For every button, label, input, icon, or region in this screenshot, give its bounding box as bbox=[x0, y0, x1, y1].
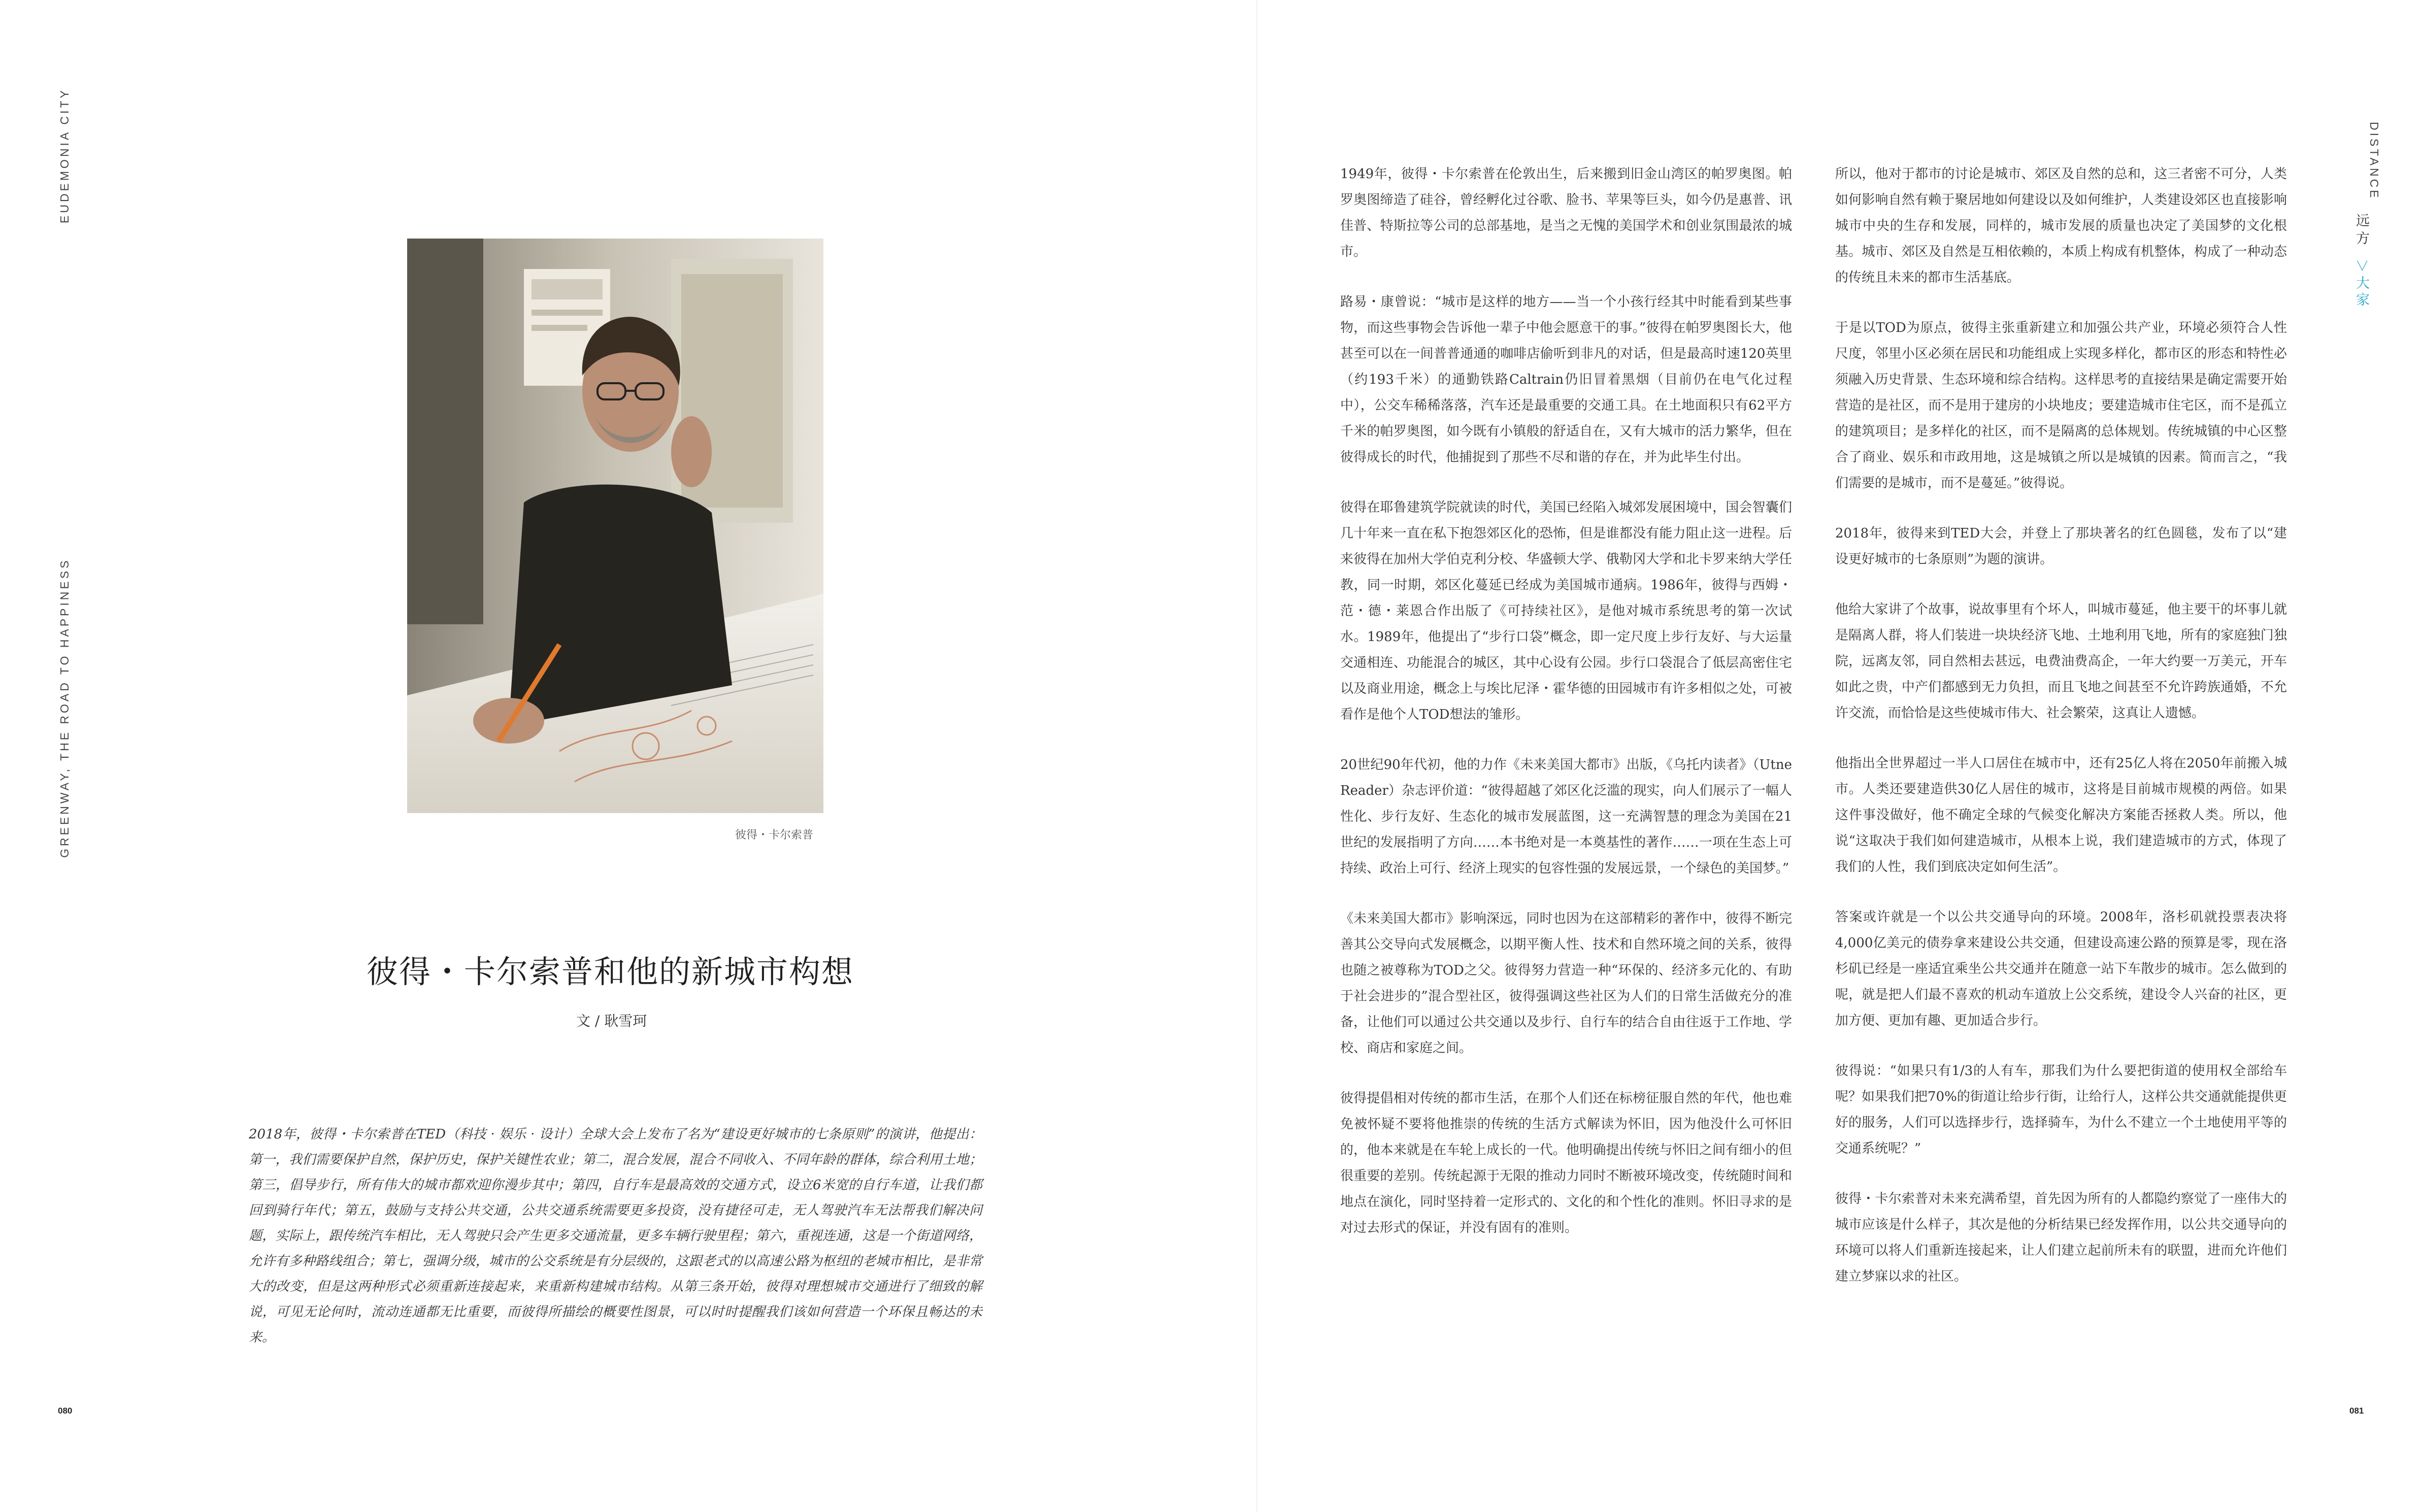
side-label-distance: DISTANCE bbox=[2368, 122, 2381, 200]
portrait-photo bbox=[407, 239, 823, 813]
column-1-paragraph: 彼得提倡相对传统的都市生活，在那个人们还在标榜征服自然的年代，他也难免被怀疑不要将他推崇的传统的生活方式解读为怀旧，因为他没什么可怀旧的，他本来就是在车轮上成长的一代。他明确提出传统与怀旧之间有细小的但很重要的差别。传统起源于无限的推动力同时不断被环境改变，传统随时间和地点在演化，同时坚持着一定形式的、文化的和个性化的准则。怀旧寻求的是对过去形式的保证，并没有固有的准则。 bbox=[1340, 1091, 1792, 1235]
column-1-paragraph: 20世纪90年代初，他的力作《未来美国大都市》出版，《乌托内读者》（Utne Reader）杂志评价道：“彼得超越了郊区化泛滥的现实，向人们展示了一幅人性化、步行友好、生态化的城市发展蓝图，这一充满智慧的理念为美国在21世纪的发展指明了方向……本书绝对是一本奠基性的著作……一项在生态上可持续、政治上可行、经济上现实的包容性强的发展远景，一个绿色的美国梦。” bbox=[1340, 757, 1792, 876]
column-2-paragraph: 2018年，彼得来到TED大会，并登上了那块著名的红色圆毯，发布了以“建设更好城市的七条原则”为题的演讲。 bbox=[1835, 526, 2287, 567]
page-number-left: 080 bbox=[58, 1406, 73, 1416]
column-2-paragraph: 他给大家讲了个故事，说故事里有个坏人，叫城市蔓延，他主要干的坏事儿就是隔离人群，将人们装进一块块经济飞地、土地利用飞地，所有的家庭独门独院，远离友邻，同自然相去甚远，电费油费高企，一年大约要一万美元，开车如此之贵，中产们都感到无力负担，而且飞地之间甚至不允许跨族通婚，不允许交流，而恰恰是这些使城市伟大、社会繁荣，这真让人遗憾。 bbox=[1835, 602, 2287, 721]
column-1-paragraph: 《未来美国大都市》影响深远，同时也因为在这部精彩的著作中，彼得不断完善其公交导向式发展概念，以期平衡人性、技术和自然环境之间的关系，彼得也随之被尊称为TOD之父。彼得努力营造一种“环保的、经济多元化的、有助于社会进步的”混合型社区，彼得强调这些社区为人们的日常生活做充分的准备，让他们可以通过公共交通以及步行、自行车的结合自由往返于工作地、学校、商店和家庭之间。 bbox=[1340, 911, 1792, 1056]
column-2-paragraph: 他指出全世界超过一半人口居住在城市中，还有25亿人将在2050年前搬入城市。人类还要建造供30亿人居住的城市，这将是目前城市规模的两倍。如果这件事没做好，他不确定全球的气候变化解决方案能否拯救人类。所以，他说“这取决于我们如何建造城市，从根本上说，我们建造城市的方式，体现了我们的人性，我们到底决定如何生活”。 bbox=[1835, 756, 2287, 875]
column-1-paragraph: 1949年，彼得・卡尔索普在伦敦出生，后来搬到旧金山湾区的帕罗奥图。帕罗奥图缔造了硅谷，曾经孵化过谷歌、脸书、苹果等巨头，如今仍是惠普、讯佳普、特斯拉等公司的总部基地，是当之无愧的美国学术和创业氛围最浓的城市。 bbox=[1340, 166, 1792, 259]
section-label-cn: 远方 bbox=[2353, 213, 2369, 249]
column-2-paragraph: 于是以TOD为原点，彼得主张重新建立和加强公共产业，环境必须符合人性尺度，邻里小区必须在居民和功能组成上实现多样化，都市区的形态和特性必须融入历史背景、生态环境和综合结构。这样思考的直接结果是确定需要开始营造的是社区，而不是用于建房的小块地皮；要建造城市住宅区，而不是孤立的建筑项目；是多样化的社区，而不是隔离的总体规划。传统城镇的中心区整合了商业、娱乐和市政用地，这是城镇之所以是城镇的因素。简而言之，“我们需要的是城市，而不是蔓延。”彼得说。 bbox=[1835, 320, 2287, 491]
spine-shadow bbox=[1256, 0, 1257, 1512]
article-column-2 bbox=[1835, 161, 2287, 1314]
column-1-paragraph: 路易・康曾说：“城市是这样的地方——当一个小孩行经其中时能看到某些事物，而这些事物会告诉他一辈子中他会愿意干的事。”彼得在帕罗奥图长大，他甚至可以在一间普普通通的咖啡店偷听到非凡的对话，但是最高时速120英里（约193千米）的通勤铁路Caltrain仍旧冒着黑烟（目前仍在电气化过程中），公交车稀稀落落，汽车还是最重要的交通工具。在土地面积只有62平方千米的帕罗奥图，如今既有小镇般的舒适自在，又有大城市的活力繁华，但在彼得成长的时代，他捕捉到了那些不尽和谐的存在，并为此毕生付出。 bbox=[1340, 294, 1792, 465]
intro-paragraph: 2018年，彼得・卡尔索普在TED（科技 · 娱乐 · 设计）全球大会上发布了名为“建设更好城市的七条原则”的演讲，他提出：第一，我们需要保护自然，保护历史，保护关键性农业；第二，混合发展，混合不同收入、不同年龄的群体，综合利用土地；第三，倡导步行，所有伟大的城市都欢迎你漫步其中；第四，自行车是最高效的交通方式，设立6米宽的自行车道，让我们都回到骑行年代；第五，鼓励与支持公共交通，公共交通系统需要更多投资，没有捷径可走，无人驾驶汽车无法帮我们解决问题，实际上，跟传统汽车相比，无人驾驶只会产生更多交通流量，更多车辆行驶里程；第六，重视连通，这是一个街道网络，允许有多种路线组合；第七，强调分级，城市的公交系统是有分层级的，这跟老式的以高速公路为枢纽的老城市相比，是非常大的改变，但是这两种形式必须重新连接起来，来重新构建城市结构。从第三条开始，彼得对理想城市交通进行了细致的解说，可见无论何时，流动连通都无比重要，而彼得所描绘的概要性图景，可以时时提醒我们该如何营造一个环保且畅达的未来。 bbox=[249, 1127, 982, 1345]
photo-caption: 彼得・卡尔索普 bbox=[735, 828, 814, 841]
section-label-sub: ＞大家 bbox=[2353, 259, 2369, 309]
column-2-paragraph: 彼得说：“如果只有1/3的人有车，那我们为什么要把街道的使用权全部给车呢？如果我们把70%的街道让给步行街，让给行人，这样公共交通就能提供更好的服务，人们可以选择步行，选择骑车，为什么不建立一个土地使用平等的交通系统呢？” bbox=[1835, 1063, 2287, 1156]
side-label-top: EUDEMONIA CITY bbox=[58, 88, 71, 223]
side-label-bottom: GREENWAY, THE ROAD TO HAPPINESS bbox=[58, 558, 71, 858]
portrait-illustration bbox=[407, 239, 823, 813]
column-1-paragraph: 彼得在耶鲁建筑学院就读的时代，美国已经陷入城郊发展困境中，国会智囊们几十年来一直在私下抱怨郊区化的恐怖，但是谁都没有能力阻止这一进程。后来彼得在加州大学伯克利分校、华盛顿大学、俄勒冈大学和北卡罗来纳大学任教，同一时期，郊区化蔓延已经成为美国城市通病。1986年，彼得与西姆・范・德・莱恩合作出版了《可持续社区》，是他对城市系统思考的第一次试水。1989年，他提出了“步行口袋”概念，即一定尺度上步行友好、与大运量交通相连、功能混合的城区，其中心设有公园。步行口袋混合了低层高密住宅以及商业用途，概念上与埃比尼泽・霍华德的田园城市有许多相似之处，可被看作是他个人TOD想法的雏形。 bbox=[1340, 500, 1792, 722]
column-2-paragraph: 答案或许就是一个以公共交通导向的环境。2008年，洛杉矶就投票表决将4,000亿美元的债券拿来建设公共交通，但建设高速公路的预算是零，现在洛杉矶已经是一座适宜乘坐公共交通并在随意一站下车散步的城市。怎么做到的呢，就是把人们最不喜欢的机动车道放上公交系统，建设令人兴奋的社区，更加方便、更加有趣、更加适合步行。 bbox=[1835, 910, 2287, 1028]
column-2-paragraph: 彼得・卡尔索普对未来充满希望，首先因为所有的人都隐约察觉了一座伟大的城市应该是什么样子，其次是他的分析结果已经发挥作用，以公共交通导向的环境可以将人们重新连接起来，让人们建立起前所未有的联盟，进而允许他们建立梦寐以求的社区。 bbox=[1835, 1191, 2287, 1284]
page-number-right: 081 bbox=[2349, 1406, 2364, 1416]
article-title: 彼得・卡尔索普和他的新城市构想 bbox=[367, 953, 854, 990]
column-2-paragraph: 所以，他对于都市的讨论是城市、郊区及自然的总和，这三者密不可分，人类如何影响自然有赖于聚居地如何建设以及如何维护，人类建设郊区也直接影响城市中央的生存和发展，同样的，城市发展的质量也决定了美国梦的文化根基。城市、郊区及自然是互相依赖的，本质上构成有机整体，构成了一种动态的传统且未来的都市生活基底。 bbox=[1835, 166, 2287, 285]
byline: 文 / 耿雪珂 bbox=[576, 1013, 647, 1029]
article-column-1 bbox=[1340, 161, 1792, 1265]
